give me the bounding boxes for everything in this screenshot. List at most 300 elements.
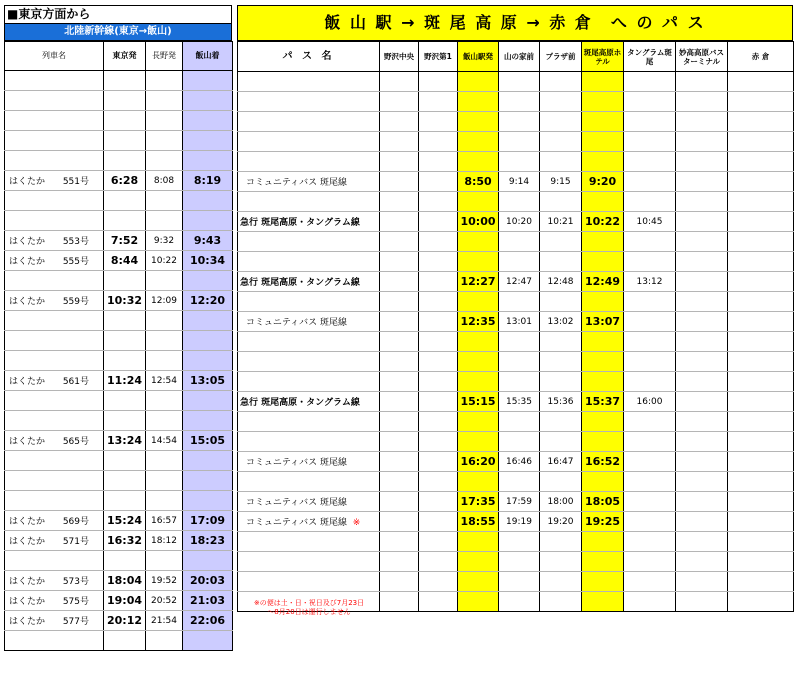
plaza-time: 12:48: [540, 272, 582, 292]
akakura-time: [728, 432, 794, 452]
iiyama-arr-time: 9:43: [183, 231, 233, 251]
bus-row: [238, 432, 794, 452]
tokyo-dep-time: 8:44: [104, 251, 146, 271]
train-name-cell: [5, 611, 104, 631]
iiyama-dep-time: [458, 72, 499, 92]
bus-row: [238, 132, 794, 152]
akakura-time: [728, 192, 794, 212]
nagano-dep-time: 8:08: [146, 171, 183, 191]
train-row: [5, 431, 233, 451]
train-row: [5, 571, 233, 591]
myoko-terminal-time: [676, 432, 728, 452]
iiyama-dep-time: [458, 472, 499, 492]
tokyo-dep-time: 7:52: [104, 231, 146, 251]
madarao-hotel-time: [582, 472, 624, 492]
bus-name-cell: [238, 92, 380, 112]
yamanoie-time: [499, 352, 540, 372]
tokyo-dep-time: [104, 71, 146, 91]
train-name-cell: [5, 91, 104, 111]
myoko-terminal-time: [676, 212, 728, 232]
train-number: 561号: [62, 377, 89, 387]
yamanoie-time: 10:20: [499, 212, 540, 232]
tangram-time: [624, 412, 676, 432]
train-number: 571号: [62, 537, 89, 547]
bus-name-cell: [238, 532, 380, 552]
train-name-cell: [5, 571, 104, 591]
nozawa-1-time: [419, 432, 458, 452]
tokyo-dep-time: [104, 331, 146, 351]
yamanoie-time: [499, 372, 540, 392]
nagano-dep-time: [146, 131, 183, 151]
iiyama-arr-time: [183, 211, 233, 231]
iiyama-dep-time: [458, 592, 499, 612]
akakura-time: [728, 252, 794, 272]
myoko-terminal-time: [676, 332, 728, 352]
yamanoie-time: [499, 72, 540, 92]
iiyama-dep-time: [458, 572, 499, 592]
iiyama-dep-time: [458, 552, 499, 572]
nozawa-chuo-time: [380, 332, 419, 352]
train-row: [5, 231, 233, 251]
tokyo-dep-time: [104, 191, 146, 211]
myoko-terminal-time: [676, 472, 728, 492]
madarao-hotel-time: 16:52: [582, 452, 624, 472]
myoko-terminal-time: [676, 572, 728, 592]
tangram-time: [624, 372, 676, 392]
myoko-terminal-time: [676, 192, 728, 212]
train-name-cell: [5, 531, 104, 551]
nozawa-chuo-time: [380, 352, 419, 372]
bus-row: [238, 492, 794, 512]
bus-name-cell: [238, 572, 380, 592]
nagano-dep-time: [146, 491, 183, 511]
train-name-cell: [5, 491, 104, 511]
nozawa-1-time: [419, 412, 458, 432]
bus-name-cell: [238, 512, 380, 532]
bus-name-cell: [238, 472, 380, 492]
akakura-time: [728, 472, 794, 492]
train-row: [5, 171, 233, 191]
yamanoie-time: [499, 532, 540, 552]
nozawa-1-time: [419, 392, 458, 412]
yamanoie-time: [499, 292, 540, 312]
train-row: [5, 591, 233, 611]
header-tokyo-dep: 東京発: [104, 42, 146, 71]
nozawa-chuo-time: [380, 452, 419, 472]
train-row: [5, 311, 233, 331]
iiyama-dep-time: [458, 432, 499, 452]
yamanoie-time: [499, 332, 540, 352]
bus-row: [238, 412, 794, 432]
plaza-time: [540, 352, 582, 372]
plaza-time: [540, 72, 582, 92]
akakura-time: [728, 72, 794, 92]
header-iiyama-dep: 飯山駅発: [458, 42, 499, 72]
iiyama-arr-time: [183, 331, 233, 351]
myoko-terminal-time: [676, 132, 728, 152]
plaza-time: [540, 92, 582, 112]
train-row: [5, 371, 233, 391]
train-number: 555号: [62, 257, 89, 267]
nozawa-1-time: [419, 352, 458, 372]
plaza-time: [540, 532, 582, 552]
bus-row: [238, 252, 794, 272]
header-nozawa-1: 野沢第1: [419, 42, 458, 72]
nozawa-1-time: [419, 252, 458, 272]
nagano-dep-time: 14:54: [146, 431, 183, 451]
nozawa-1-time: [419, 172, 458, 192]
bus-name-cell: [238, 152, 380, 172]
nagano-dep-time: [146, 351, 183, 371]
train-name: はくたか: [9, 617, 46, 627]
akakura-time: [728, 552, 794, 572]
madarao-hotel-time: [582, 152, 624, 172]
tangram-time: [624, 352, 676, 372]
nagano-dep-time: [146, 411, 183, 431]
plaza-time: [540, 252, 582, 272]
iiyama-dep-time: 8:50: [458, 172, 499, 192]
bus-row: [238, 232, 794, 252]
tangram-time: [624, 292, 676, 312]
train-row: [5, 391, 233, 411]
bus-name-cell: [238, 292, 380, 312]
header-nozawa-chuo: 野沢中央: [380, 42, 419, 72]
bus-row: [238, 332, 794, 352]
bus-name-cell: [238, 72, 380, 92]
nozawa-1-time: [419, 372, 458, 392]
nozawa-1-time: [419, 132, 458, 152]
nozawa-chuo-time: [380, 492, 419, 512]
tokyo-dep-time: [104, 151, 146, 171]
yamanoie-time: [499, 572, 540, 592]
iiyama-arr-time: [183, 451, 233, 471]
train-row: [5, 351, 233, 371]
tokyo-dep-time: [104, 551, 146, 571]
bus-row: [238, 392, 794, 412]
train-row: [5, 491, 233, 511]
nagano-dep-time: 16:57: [146, 511, 183, 531]
bus-name-cell: [238, 272, 380, 292]
madarao-hotel-time: [582, 132, 624, 152]
bus-name: コミュニティバス 斑尾線: [246, 518, 347, 528]
bus-row: [238, 172, 794, 192]
tangram-time: [624, 92, 676, 112]
train-name-cell: [5, 271, 104, 291]
tokyo-dep-time: 20:12: [104, 611, 146, 631]
header-train-name: 列車名: [5, 42, 104, 71]
madarao-hotel-time: 13:07: [582, 312, 624, 332]
tokyo-dep-time: [104, 631, 146, 651]
iiyama-dep-time: [458, 292, 499, 312]
yamanoie-time: [499, 592, 540, 612]
plaza-time: 9:15: [540, 172, 582, 192]
tangram-time: [624, 332, 676, 352]
tangram-time: [624, 532, 676, 552]
train-row: [5, 211, 233, 231]
bus-title: 飯 山 駅 → 斑 尾 高 原 → 赤 倉 へ の パ ス: [237, 5, 793, 41]
tangram-time: [624, 592, 676, 612]
iiyama-arr-time: [183, 471, 233, 491]
bus-name: 急行 斑尾高原・タングラム線: [240, 398, 360, 408]
tokyo-dep-time: 11:24: [104, 371, 146, 391]
plaza-time: [540, 572, 582, 592]
train-name: はくたか: [9, 377, 46, 387]
madarao-hotel-time: [582, 72, 624, 92]
nozawa-1-time: [419, 452, 458, 472]
tangram-time: [624, 252, 676, 272]
train-row: [5, 71, 233, 91]
bus-row: [238, 192, 794, 212]
nozawa-1-time: [419, 292, 458, 312]
yamanoie-time: [499, 132, 540, 152]
myoko-terminal-time: [676, 172, 728, 192]
train-name-cell: [5, 291, 104, 311]
tangram-time: 10:45: [624, 212, 676, 232]
myoko-terminal-time: [676, 112, 728, 132]
train-name: はくたか: [9, 517, 46, 527]
train-name: はくたか: [9, 577, 46, 587]
bus-row: [238, 372, 794, 392]
plaza-time: [540, 412, 582, 432]
iiyama-dep-time: [458, 152, 499, 172]
header-myoko-terminal: 妙高高原バスターミナル: [676, 42, 728, 72]
akakura-time: [728, 112, 794, 132]
nozawa-1-time: [419, 592, 458, 612]
train-number: 569号: [62, 517, 89, 527]
myoko-terminal-time: [676, 292, 728, 312]
bus-row: [238, 112, 794, 132]
train-name: はくたか: [9, 437, 46, 447]
myoko-terminal-time: [676, 372, 728, 392]
nozawa-chuo-time: [380, 272, 419, 292]
akakura-time: [728, 352, 794, 372]
nozawa-1-time: [419, 92, 458, 112]
tokyo-dep-time: [104, 451, 146, 471]
nagano-dep-time: [146, 211, 183, 231]
train-name-cell: [5, 131, 104, 151]
bus-row: [238, 72, 794, 92]
header-bus-name: パ ス 名: [238, 42, 380, 72]
myoko-terminal-time: [676, 352, 728, 372]
akakura-time: [728, 372, 794, 392]
train-row: [5, 331, 233, 351]
tangram-time: [624, 472, 676, 492]
myoko-terminal-time: [676, 152, 728, 172]
train-name-cell: [5, 311, 104, 331]
train-row: [5, 631, 233, 651]
bus-table-header: [238, 42, 794, 72]
iiyama-arr-time: [183, 111, 233, 131]
iiyama-arr-time: 18:23: [183, 531, 233, 551]
train-name-cell: [5, 451, 104, 471]
iiyama-arr-time: [183, 411, 233, 431]
tangram-time: 16:00: [624, 392, 676, 412]
bus-name-cell: [238, 432, 380, 452]
train-row: [5, 471, 233, 491]
tangram-time: 13:12: [624, 272, 676, 292]
header-iiyama-arr: 飯山着: [183, 42, 233, 71]
myoko-terminal-time: [676, 452, 728, 472]
akakura-time: [728, 512, 794, 532]
nagano-dep-time: [146, 631, 183, 651]
train-row: [5, 131, 233, 151]
tangram-time: [624, 192, 676, 212]
yamanoie-time: 9:14: [499, 172, 540, 192]
tokyo-dep-time: [104, 471, 146, 491]
iiyama-dep-time: 15:15: [458, 392, 499, 412]
nagano-dep-time: 19:52: [146, 571, 183, 591]
nagano-dep-time: [146, 471, 183, 491]
iiyama-arr-time: 22:06: [183, 611, 233, 631]
bus-name: コミュニティバス 斑尾線: [246, 498, 347, 508]
service-note: ※の便は土・日・祝日及び7月23日～8月20日は運行しません: [253, 599, 365, 616]
akakura-time: [728, 532, 794, 552]
train-number: 577号: [62, 617, 89, 627]
iiyama-dep-time: [458, 332, 499, 352]
bus-name-cell: [238, 412, 380, 432]
iiyama-arr-time: 12:20: [183, 291, 233, 311]
akakura-time: [728, 152, 794, 172]
bus-row: [238, 472, 794, 492]
tokyo-dep-time: [104, 391, 146, 411]
bus-name: 急行 斑尾高原・タングラム線: [240, 278, 360, 288]
tangram-time: [624, 432, 676, 452]
madarao-hotel-time: 10:22: [582, 212, 624, 232]
madarao-hotel-time: [582, 232, 624, 252]
train-name-cell: [5, 71, 104, 91]
myoko-terminal-time: [676, 272, 728, 292]
iiyama-dep-time: [458, 252, 499, 272]
akakura-time: [728, 492, 794, 512]
train-number: 551号: [62, 177, 89, 187]
nozawa-chuo-time: [380, 72, 419, 92]
train-name-cell: [5, 151, 104, 171]
iiyama-arr-time: [183, 351, 233, 371]
yamanoie-time: 12:47: [499, 272, 540, 292]
bus-name-cell: [238, 332, 380, 352]
bus-name-cell: [238, 312, 380, 332]
nozawa-chuo-time: [380, 112, 419, 132]
train-row: [5, 251, 233, 271]
header-akakura: 赤 倉: [728, 42, 794, 72]
nozawa-chuo-time: [380, 392, 419, 412]
nagano-dep-time: [146, 451, 183, 471]
train-number: 565号: [62, 437, 89, 447]
akakura-time: [728, 452, 794, 472]
tangram-time: [624, 492, 676, 512]
akakura-time: [728, 272, 794, 292]
nozawa-chuo-time: [380, 212, 419, 232]
bus-name-cell: [238, 212, 380, 232]
nagano-dep-time: 12:09: [146, 291, 183, 311]
iiyama-arr-time: 10:34: [183, 251, 233, 271]
iiyama-arr-time: 21:03: [183, 591, 233, 611]
train-name-cell: [5, 511, 104, 531]
madarao-hotel-time: [582, 252, 624, 272]
plaza-time: [540, 132, 582, 152]
train-row: [5, 511, 233, 531]
yamanoie-time: [499, 552, 540, 572]
akakura-time: [728, 332, 794, 352]
bus-name: コミュニティバス 斑尾線: [246, 318, 347, 328]
myoko-terminal-time: [676, 252, 728, 272]
bus-row: [238, 352, 794, 372]
tangram-time: [624, 572, 676, 592]
train-row: [5, 411, 233, 431]
nagano-dep-time: [146, 91, 183, 111]
train-name-cell: [5, 631, 104, 651]
tangram-time: [624, 112, 676, 132]
train-name-cell: [5, 191, 104, 211]
madarao-hotel-time: 15:37: [582, 392, 624, 412]
plaza-time: [540, 552, 582, 572]
nagano-dep-time: [146, 391, 183, 411]
plaza-time: [540, 112, 582, 132]
bus-row: [238, 272, 794, 292]
myoko-terminal-time: [676, 552, 728, 572]
iiyama-dep-time: [458, 92, 499, 112]
train-row: [5, 151, 233, 171]
train-name: はくたか: [9, 297, 46, 307]
plaza-time: 10:21: [540, 212, 582, 232]
iiyama-arr-time: [183, 71, 233, 91]
plaza-time: 18:00: [540, 492, 582, 512]
yamanoie-time: [499, 232, 540, 252]
akakura-time: [728, 412, 794, 432]
iiyama-dep-time: 18:55: [458, 512, 499, 532]
train-name: はくたか: [9, 257, 46, 267]
bus-name-cell: [238, 452, 380, 472]
myoko-terminal-time: [676, 532, 728, 552]
tokyo-dep-time: 13:24: [104, 431, 146, 451]
nozawa-chuo-time: [380, 292, 419, 312]
train-name: はくたか: [9, 237, 46, 247]
nozawa-1-time: [419, 312, 458, 332]
bus-row: [238, 532, 794, 552]
bus-name-cell: [238, 372, 380, 392]
madarao-hotel-time: 9:20: [582, 172, 624, 192]
iiyama-arr-time: [183, 491, 233, 511]
nagano-dep-time: [146, 551, 183, 571]
madarao-hotel-time: 12:49: [582, 272, 624, 292]
left-title: ■東京方面から: [4, 5, 232, 23]
train-number: 575号: [62, 597, 89, 607]
bus-name-cell: [238, 132, 380, 152]
madarao-hotel-time: [582, 292, 624, 312]
train-name-cell: [5, 471, 104, 491]
akakura-time: [728, 92, 794, 112]
bus-row: [238, 92, 794, 112]
myoko-terminal-time: [676, 392, 728, 412]
nozawa-chuo-time: [380, 252, 419, 272]
madarao-hotel-time: [582, 92, 624, 112]
tokyo-dep-time: [104, 131, 146, 151]
train-name: はくたか: [9, 537, 46, 547]
nozawa-1-time: [419, 72, 458, 92]
train-row: [5, 451, 233, 471]
nozawa-1-time: [419, 512, 458, 532]
iiyama-dep-time: 17:35: [458, 492, 499, 512]
tokyo-dep-time: 18:04: [104, 571, 146, 591]
train-row: [5, 611, 233, 631]
bus-name-cell: [238, 552, 380, 572]
train-row: [5, 551, 233, 571]
train-row: [5, 291, 233, 311]
nozawa-1-time: [419, 572, 458, 592]
yamanoie-time: 16:46: [499, 452, 540, 472]
nagano-dep-time: 10:22: [146, 251, 183, 271]
train-name-cell: [5, 331, 104, 351]
